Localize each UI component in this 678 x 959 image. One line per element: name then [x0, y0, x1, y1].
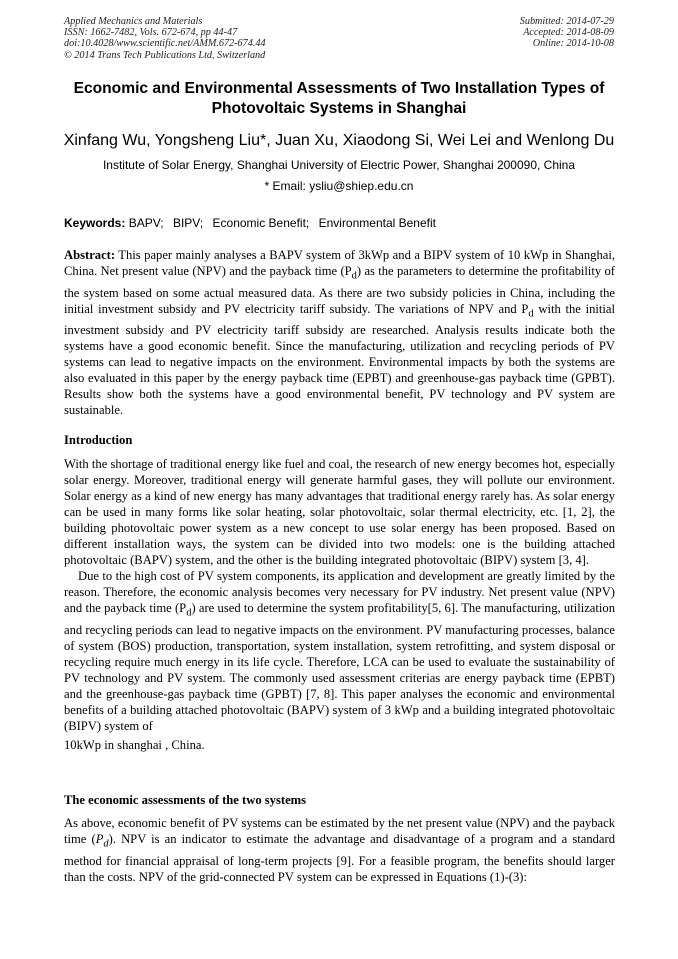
affiliation: Institute of Solar Energy, Shanghai University of Electric Power, Shanghai 200090, China [102, 158, 576, 172]
abstract-text: This paper mainly analyses a BAPV system of 3kWp and a BIPV system of 10 kWp in Shanghai, China. Net present value (NPV) and the payback time (P [64, 248, 615, 278]
italic-symbol: P [95, 832, 104, 846]
intro-text: Due to the high cost of PV system components, its application and development are greatly limited by the reason. Therefore, the economic analysis becomes very necessary for PV industry. Net present value (NPV) and the payback time (P [64, 569, 615, 615]
abstract-paragraph [64, 247, 615, 418]
corresponding-email: * Email: ysliu@shiep.edu.cn [264, 179, 414, 193]
economic-paragraph [64, 815, 615, 885]
journal-doi: doi:10.4028/www.scientific.net/AMM.672-674.44 [64, 38, 266, 50]
journal-header-left [64, 16, 266, 61]
abstract [64, 247, 615, 418]
section-heading-economic: The economic assessments of the two systems [64, 793, 307, 807]
economic-text: As above, economic benefit of PV systems can be estimated by the net present value (NPV) and the payback time ( [64, 816, 615, 846]
economic-text: ). NPV is an indicator to estimate the advantage and disadvantage of a program and a standard method for financial appraisal of long-term projects [9]. For a feasible program, the benefits should larger than the costs. NPV of the grid-connected PV system can be expressed in Equations (1)-(3): [64, 832, 615, 884]
keyword: BAPV; [128, 216, 164, 230]
intro-paragraph-2-last-line: 10kWp in shanghai , China. [64, 737, 205, 752]
author-list: Xinfang Wu, Yongsheng Liu*, Juan Xu, Xiaodong Si, Wei Lei and Wenlong Du [63, 132, 615, 149]
subscript: d [528, 308, 534, 320]
intro-paragraph-1: With the shortage of traditional energy like fuel and coal, the research of new energy becomes hot, especially solar energy. Moreover, traditional energy will generate harmful gases, they will pollute our environment. Solar energy as a kind of new energy has many advantages that traditional energy rarely has. As solar energy can be used in many forms like solar heating, solar photovoltaic, solar thermal electricity, etc. [1, 2], the building photovoltaic power system as a new concept to use solar energy has been proposed. Based on different installation ways, the system can be divided into two models: one is the building attached photovoltaic (BAPV) system, and the other is the building integrated photovoltaic (BIPV) system [3, 4]. [64, 457, 615, 567]
subscript: d [186, 607, 192, 619]
abstract-label: Abstract: [64, 248, 116, 262]
journal-copyright: © 2014 Trans Tech Publications Ltd, Switzerland [64, 49, 266, 61]
online-date: Online: 2014-10-08 [532, 38, 614, 50]
intro-paragraph-2 [64, 568, 615, 734]
subscript: d [351, 270, 357, 282]
introduction-body [64, 456, 615, 753]
accepted-date: Accepted: 2014-08-09 [523, 27, 614, 39]
intro-text: ) are used to determine the system profitability[5, 6]. The manufacturing, utilization and recycling periods can lead to negative impacts on the environment. PV manufacturing processes, balance of system (BOS) production, transportation, system installation, system retrofitting, and system disposal or recycling require much energy in its life cycle. Therefore, LCA can be used to evaluate the sustainability of PV technology and PV system. The commonly used assessment criterias are energy payback time (EPBT) and the greenhouse-gas payback time (GPBT) [7, 8]. This paper analyses the economic and environmental benefits of a building attached photovoltaic (BAPV) system of 3 kWp and a building integrated photovoltaic (BIPV) system of [64, 601, 615, 733]
keywords-label: Keywords: [64, 216, 126, 230]
journal-header-right [520, 16, 614, 50]
title-line-1: Economic and Environmental Assessments of Two Installation Types of [73, 80, 605, 97]
journal-name: Applied Mechanics and Materials [64, 16, 203, 27]
title-line-2: Photovoltaic Systems in Shanghai [211, 100, 467, 117]
abstract-text: with the initial investment subsidy and PV electricity tariff subsidy are researched. Analysis results indicate both the systems have a good economic benefit. Since the manufacturing, utilization and recycling periods of PV systems can lead to negative impacts on the environment. Environmental impacts by both the systems are also evaluated in this paper by the energy payback time (EPBT) and greenhouse-gas payback time (GPBT). Results show both the systems have a good environmental benefit, PV technology and PV system are sustainable. [64, 301, 615, 418]
submitted-date: Submitted: 2014-07-29 [519, 16, 614, 27]
keyword: BIPV; [172, 216, 204, 230]
journal-issn: ISSN: 1662-7482, Vols. 672-674, pp 44-47 [64, 27, 238, 39]
keywords [64, 216, 624, 231]
abstract-text: ) as the parameters to determine the profitability of the system based on some actual measured data. As there are two subsidy policies in China, including the initial investment subsidy and PV electricity tariff subsidy. The variations of NPV and P [64, 264, 616, 316]
economic-body [64, 815, 615, 885]
keyword: Environmental Benefit [318, 216, 436, 230]
paper-title [40, 79, 638, 119]
italic-subscript: d [103, 838, 109, 850]
keyword: Economic Benefit; [212, 216, 310, 230]
section-heading-introduction: Introduction [64, 433, 133, 447]
